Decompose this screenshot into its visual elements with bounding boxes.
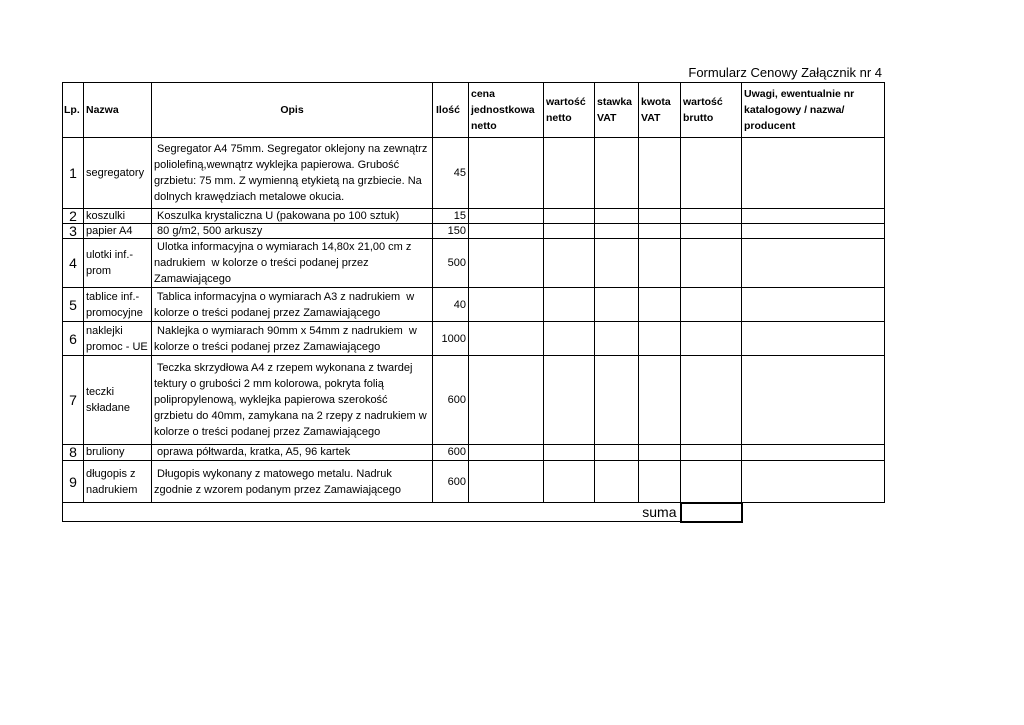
cell-lp: [63, 288, 84, 322]
header-ilosc: [433, 83, 469, 138]
cell-ilosc: [433, 356, 469, 445]
cell-uwagi: [742, 288, 885, 322]
cell-stawka-vat: [595, 445, 639, 461]
item-quantity: 45: [453, 167, 466, 179]
item-description-line: poliolefiną,wewnątrz wyklejka papierowa. Grubość: [154, 159, 400, 171]
cell-nazwa: [84, 138, 152, 209]
row-number: 2: [69, 207, 77, 224]
cell-wartosc-brutto: [681, 138, 742, 209]
cell-wartosc-brutto: [681, 322, 742, 356]
cell-kwota-vat: [639, 209, 681, 224]
item-name-line: promocyjne: [86, 306, 143, 319]
cell-lp: [63, 461, 84, 503]
item-quantity: 150: [447, 224, 466, 237]
cell-uwagi: [742, 209, 885, 224]
item-name-line: koszulki: [86, 209, 126, 222]
item-name-line: prom: [86, 265, 112, 277]
item-name-line: segregatory: [86, 167, 145, 179]
cell-kwota-vat: [639, 138, 681, 209]
cell-cena-jednostkowa-netto: [469, 224, 544, 239]
header-kwota-vat: [639, 83, 681, 138]
item-description-line: 80 g/m2, 500 arkuszy: [154, 224, 263, 237]
cell-nazwa: [84, 288, 152, 322]
header-wartosc-brutto: [681, 83, 742, 138]
item-description-line: kolorze o treści podanej przez Zamawiającego: [154, 306, 381, 319]
cell-uwagi: [742, 445, 885, 461]
cell-ilosc: [433, 461, 469, 503]
cell-stawka-vat: [595, 209, 639, 224]
item-description-line: Naklejka o wymiarach 90mm x 54mm z nadrukiem w: [154, 324, 417, 337]
cell-lp: [63, 209, 84, 224]
item-description-line: zgodnie z wzorem podanym przez Zamawiającego: [154, 483, 402, 496]
cell-kwota-vat: [639, 322, 681, 356]
item-description-line: dolnych krawędziach metalowe okucia.: [154, 191, 345, 203]
cell-opis: [152, 224, 433, 239]
cell-uwagi: [742, 239, 885, 288]
cell-kwota-vat: [639, 288, 681, 322]
cell-ilosc: [433, 288, 469, 322]
cell-kwota-vat: [639, 445, 681, 461]
cell-wartosc-netto: [544, 445, 595, 461]
header-uwagi: [742, 83, 885, 138]
header-label-line: producent: [744, 120, 796, 132]
cell-ilosc: [433, 209, 469, 224]
table-row: [63, 288, 885, 322]
item-description-line: grzbietu do 40mm, zamykana na 2 rzepy z nadrukiem w: [154, 410, 427, 422]
item-name-line: papier A4: [86, 224, 133, 237]
cell-uwagi: [742, 224, 885, 239]
header-label-line: brutto: [683, 112, 714, 124]
cell-ilosc: [433, 322, 469, 356]
item-name-line: ulotki inf.-: [86, 249, 134, 261]
table-row: [63, 209, 885, 224]
table-row: [63, 445, 885, 461]
cell-wartosc-brutto: [681, 224, 742, 239]
cell-opis: [152, 288, 433, 322]
cell-nazwa: [84, 239, 152, 288]
header-lp: [63, 83, 84, 138]
cell-opis: [152, 356, 433, 445]
cell-opis: [152, 322, 433, 356]
cell-nazwa: [84, 209, 152, 224]
row-number: 5: [69, 296, 77, 313]
table-row: [63, 322, 885, 356]
item-description-line: nadrukiem w kolorze o treści podanej przez: [154, 257, 369, 269]
cell-nazwa: [84, 224, 152, 239]
item-quantity: 40: [453, 298, 466, 311]
cell-stawka-vat: [595, 288, 639, 322]
sum-label-cell: [63, 503, 681, 522]
row-number: 1: [69, 165, 77, 181]
cell-opis: [152, 239, 433, 288]
header-ilosc-label: Ilość: [436, 104, 460, 116]
cell-cena-jednostkowa-netto: [469, 356, 544, 445]
cell-cena-jednostkowa-netto: [469, 461, 544, 503]
item-description-line: Długopis wykonany z matowego metalu. Nadruk: [154, 467, 392, 480]
cell-kwota-vat: [639, 461, 681, 503]
item-name-line: promoc - UE: [86, 340, 148, 353]
cell-wartosc-brutto: [681, 461, 742, 503]
cell-stawka-vat: [595, 224, 639, 239]
header-opis-label: Opis: [280, 104, 304, 116]
sum-blank-cell: [742, 503, 885, 522]
cell-wartosc-netto: [544, 239, 595, 288]
row-number: 9: [69, 473, 77, 490]
item-quantity: 15: [453, 209, 466, 222]
row-number: 7: [69, 392, 77, 408]
item-name-line: naklejki: [86, 324, 123, 337]
header-label-line: katalogowy / nazwa/: [744, 104, 845, 116]
cell-wartosc-netto: [544, 224, 595, 239]
cell-uwagi: [742, 138, 885, 209]
item-description-line: kolorze o treści podanej przez Zamawiającego: [154, 340, 381, 353]
cell-ilosc: [433, 239, 469, 288]
header-label-line: Uwagi, ewentualnie nr: [744, 88, 855, 100]
cell-wartosc-netto: [544, 356, 595, 445]
cell-kwota-vat: [639, 224, 681, 239]
cell-opis: [152, 445, 433, 461]
sum-row: [63, 503, 885, 522]
item-description-line: Zamawiającego: [154, 273, 232, 285]
item-description-line: Tablica informacyjna o wymiarach A3 z nadrukiem w: [154, 290, 415, 303]
table-row: [63, 356, 885, 445]
item-description-line: Teczka skrzydłowa A4 z rzepem wykonana z twardej: [154, 362, 413, 374]
cell-cena-jednostkowa-netto: [469, 288, 544, 322]
header-label-line: stawka: [597, 96, 633, 108]
cell-kwota-vat: [639, 239, 681, 288]
cell-uwagi: [742, 322, 885, 356]
item-name-line: długopis z: [86, 467, 136, 480]
cell-opis: [152, 461, 433, 503]
cell-nazwa: [84, 356, 152, 445]
item-description-line: Ulotka informacyjna o wymiarach 14,80x 21,00 cm z: [154, 241, 412, 253]
item-description-line: kolorze o treści podanej przez Zamawiającego: [154, 426, 381, 438]
cell-wartosc-brutto: [681, 209, 742, 224]
item-name-line: składane: [86, 402, 131, 414]
cell-uwagi: [742, 461, 885, 503]
item-name-line: nadrukiem: [86, 483, 138, 496]
header-lp-label: Lp.: [64, 104, 80, 116]
cell-wartosc-netto: [544, 138, 595, 209]
header-label-line: VAT: [597, 112, 617, 124]
row-number: 6: [69, 330, 77, 347]
cell-kwota-vat: [639, 356, 681, 445]
cell-stawka-vat: [595, 322, 639, 356]
item-description-line: grzbietu: 75 mm. Z wymienną etykietą na grzbiecie. Na: [154, 175, 422, 187]
cell-lp: [63, 224, 84, 239]
item-name-line: teczki: [86, 386, 115, 398]
header-label-line: wartość: [683, 96, 723, 108]
cell-lp: [63, 239, 84, 288]
cell-wartosc-brutto: [681, 445, 742, 461]
header-nazwa: [84, 83, 152, 138]
table-row: [63, 239, 885, 288]
cell-ilosc: [433, 445, 469, 461]
cell-lp: [63, 138, 84, 209]
header-stawka-vat: [595, 83, 639, 138]
cell-wartosc-netto: [544, 288, 595, 322]
cell-ilosc: [433, 138, 469, 209]
header-cena-jednostkowa-netto: [469, 83, 544, 138]
cell-uwagi: [742, 356, 885, 445]
header-label-line: kwota: [641, 96, 671, 108]
row-number: 8: [69, 444, 77, 460]
header-row: [63, 83, 885, 138]
table-row: [63, 138, 885, 209]
cell-lp: [63, 445, 84, 461]
cell-wartosc-netto: [544, 209, 595, 224]
cell-wartosc-brutto: [681, 288, 742, 322]
cell-cena-jednostkowa-netto: [469, 239, 544, 288]
row-number: 3: [69, 222, 77, 239]
cell-wartosc-brutto: [681, 356, 742, 445]
cell-cena-jednostkowa-netto: [469, 138, 544, 209]
header-label-line: VAT: [641, 112, 661, 124]
cell-stawka-vat: [595, 461, 639, 503]
header-opis: [152, 83, 433, 138]
header-label-line: netto: [471, 120, 497, 132]
item-quantity: 1000: [441, 332, 466, 345]
price-table: [62, 82, 885, 523]
cell-stawka-vat: [595, 239, 639, 288]
item-quantity: 600: [447, 394, 466, 406]
cell-lp: [63, 356, 84, 445]
row-number: 4: [69, 255, 77, 271]
cell-wartosc-brutto: [681, 239, 742, 288]
item-description-line: tektury o grubości 2 mm kolorowa, pokryta folią: [154, 378, 384, 390]
cell-opis: [152, 138, 433, 209]
header-label-line: cena: [471, 88, 495, 100]
header-wartosc-netto: [544, 83, 595, 138]
cell-ilosc: [433, 224, 469, 239]
header-label-line: wartość: [546, 96, 586, 108]
cell-opis: [152, 209, 433, 224]
cell-nazwa: [84, 445, 152, 461]
cell-wartosc-netto: [544, 461, 595, 503]
cell-stawka-vat: [595, 138, 639, 209]
sum-value-cell: [681, 503, 742, 522]
item-description-line: oprawa półtwarda, kratka, A5, 96 kartek: [154, 446, 351, 458]
cell-cena-jednostkowa-netto: [469, 445, 544, 461]
cell-wartosc-netto: [544, 322, 595, 356]
item-name-line: tablice inf.-: [86, 290, 140, 303]
header-label-line: netto: [546, 112, 572, 124]
table-row: [63, 461, 885, 503]
cell-lp: [63, 322, 84, 356]
cell-stawka-vat: [595, 356, 639, 445]
cell-nazwa: [84, 461, 152, 503]
item-description-line: Koszulka krystaliczna U (pakowana po 100 sztuk): [154, 209, 400, 222]
header-label-line: jednostkowa: [471, 104, 535, 116]
header-nazwa-label: Nazwa: [86, 104, 119, 116]
item-description-line: polipropylenową, wyklejka papierowa szerokość: [154, 394, 388, 406]
item-quantity: 600: [447, 446, 466, 458]
cell-cena-jednostkowa-netto: [469, 322, 544, 356]
cell-cena-jednostkowa-netto: [469, 209, 544, 224]
table-row: [63, 224, 885, 239]
item-name-line: bruliony: [86, 446, 125, 458]
cell-nazwa: [84, 322, 152, 356]
sum-label: suma: [642, 503, 677, 520]
form-title: Formularz Cenowy Załącznik nr 4: [688, 65, 882, 80]
item-description-line: Segregator A4 75mm. Segregator oklejony na zewnątrz: [154, 143, 428, 155]
item-quantity: 600: [447, 475, 466, 488]
item-quantity: 500: [447, 257, 466, 269]
